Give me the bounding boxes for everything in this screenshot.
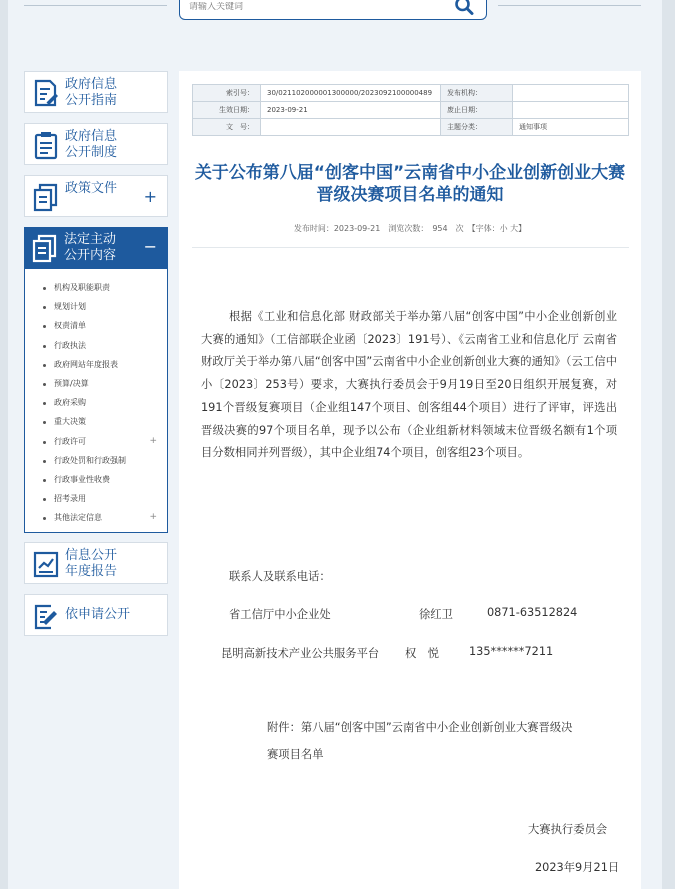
submenu-item[interactable]: 权责清单 (25, 316, 167, 335)
signature-date: 2023年9月21日 (535, 861, 620, 874)
sidebar-item-label: 法定主动 公开内容 (64, 232, 117, 263)
search-box (179, 0, 487, 20)
submenu-item[interactable]: 政府采购 (25, 393, 167, 412)
signature: 大赛执行委员会 (528, 823, 608, 836)
form-edit-icon (31, 601, 61, 631)
expand-toggle[interactable]: + (149, 435, 157, 446)
attachment-link-continued[interactable]: 赛项目名单 (267, 748, 324, 761)
search-icon[interactable] (454, 0, 474, 16)
sidebar-item-guide[interactable] (24, 71, 168, 113)
meta-value: 30/021102000001300000/2023092100000489 (261, 85, 441, 102)
article-title: 关于公布第八届“创客中国”云南省中小企业创新创业大赛晋级决赛项目名单的通知 (194, 163, 626, 205)
meta-label: 废止日期： (441, 102, 513, 119)
sidebar-item-mandatory-disclosure[interactable] (24, 227, 168, 269)
meta-value (513, 85, 629, 102)
expand-toggle[interactable]: + (143, 187, 157, 206)
contact-name: 权 悦 (405, 647, 439, 660)
submenu-item[interactable]: 预算/决算 (25, 374, 167, 393)
sidebar-item-policy[interactable] (24, 175, 168, 217)
attachment-link[interactable]: 附件：第八届“创客中国”云南省中小企业创新创业大赛晋级决 (267, 721, 573, 734)
submenu-item[interactable]: 行政事业性收费 (25, 470, 167, 489)
submenu-item[interactable]: 规划计划 (25, 297, 167, 316)
sidebar-item-annual-report[interactable] (24, 542, 168, 584)
submenu-item[interactable]: 行政处罚和行政强制 (25, 451, 167, 470)
meta-value: 2023-09-21 (261, 102, 441, 119)
submenu-item[interactable]: 机构及职能职责 (25, 278, 167, 297)
clipboard-icon (31, 130, 61, 160)
top-divider-right (498, 5, 641, 6)
article-body: 根据《工业和信息化部 财政部关于举办第八届“创客中国”中小企业创新创业大赛的通知》（工信部联企业函〔2023〕191号）、《云南省工业和信息化厅 云南省财政厅关于举办第八届“创客中国”云南省中小企业创新创业大赛的通知》（云工信中小〔2023〕253号）要求，大赛执行委员会于9月19日至20日组织开展复赛，对191个晋级复赛项目（企业组147个项目、创客组44个项目）进行了评审，评选出晋级决赛的97个项目名单，现予以公布（企业组新材料领域末位晋级名额有1个项目分数相同并列晋级），其中企业组74个项目，创客组23个项目。 (201, 310, 617, 460)
contact-title: 联系人及联系电话： (229, 570, 331, 583)
meta-label: 主题分类： (441, 119, 513, 136)
meta-value (513, 102, 629, 119)
contact-name: 徐红卫 (419, 608, 453, 621)
submenu-item[interactable]: 行政执法 (25, 336, 167, 355)
expand-toggle[interactable]: + (149, 512, 157, 523)
sidebar-item-label: 信息公开 年度报告 (65, 548, 118, 579)
files-icon (30, 233, 60, 263)
meta-label: 索引号： (193, 85, 261, 102)
submenu-item[interactable]: 重大决策 (25, 412, 167, 431)
submenu-item[interactable]: 行政许可 + (25, 432, 167, 451)
submenu-item[interactable]: 政府网站年度报表 (25, 355, 167, 374)
meta-label: 发布机构： (441, 85, 513, 102)
search-input[interactable] (189, 2, 439, 12)
meta-label: 文 号： (193, 119, 261, 136)
contact-phone: 135******7211 (469, 645, 554, 658)
sidebar-submenu (24, 269, 168, 533)
top-divider-left (24, 5, 167, 6)
contact-phone: 0871-63512824 (487, 606, 578, 619)
submenu-item[interactable]: 其他法定信息 + (25, 508, 167, 527)
sidebar-item-label: 政策文件 (65, 181, 118, 196)
sidebar-item-system[interactable] (24, 123, 168, 165)
sidebar-item-label: 依申请公开 (65, 607, 131, 622)
meta-label: 生效日期： (193, 102, 261, 119)
sidebar-item-apply[interactable] (24, 594, 168, 636)
contact-org: 昆明高新技术产业公共服务平台 (221, 647, 380, 660)
collapse-toggle[interactable]: − (143, 237, 157, 256)
contact-org: 省工信厅中小企业处 (229, 608, 331, 621)
title-divider (192, 247, 629, 248)
submenu-item[interactable]: 招考录用 (25, 489, 167, 508)
meta-value (261, 119, 441, 136)
sidebar-item-label: 政府信息 公开指南 (65, 77, 118, 108)
article-panel (179, 71, 641, 889)
sidebar-item-label: 政府信息 公开制度 (65, 129, 118, 160)
meta-value: 通知事项 (513, 119, 629, 136)
guide-document-icon (31, 78, 61, 108)
chart-report-icon (31, 549, 61, 579)
publish-info: 发布时间：2023-09-21 浏览次数： 954 次 【字体：小 大】 (293, 224, 527, 233)
metadata-table (192, 84, 629, 136)
files-icon (31, 182, 61, 212)
